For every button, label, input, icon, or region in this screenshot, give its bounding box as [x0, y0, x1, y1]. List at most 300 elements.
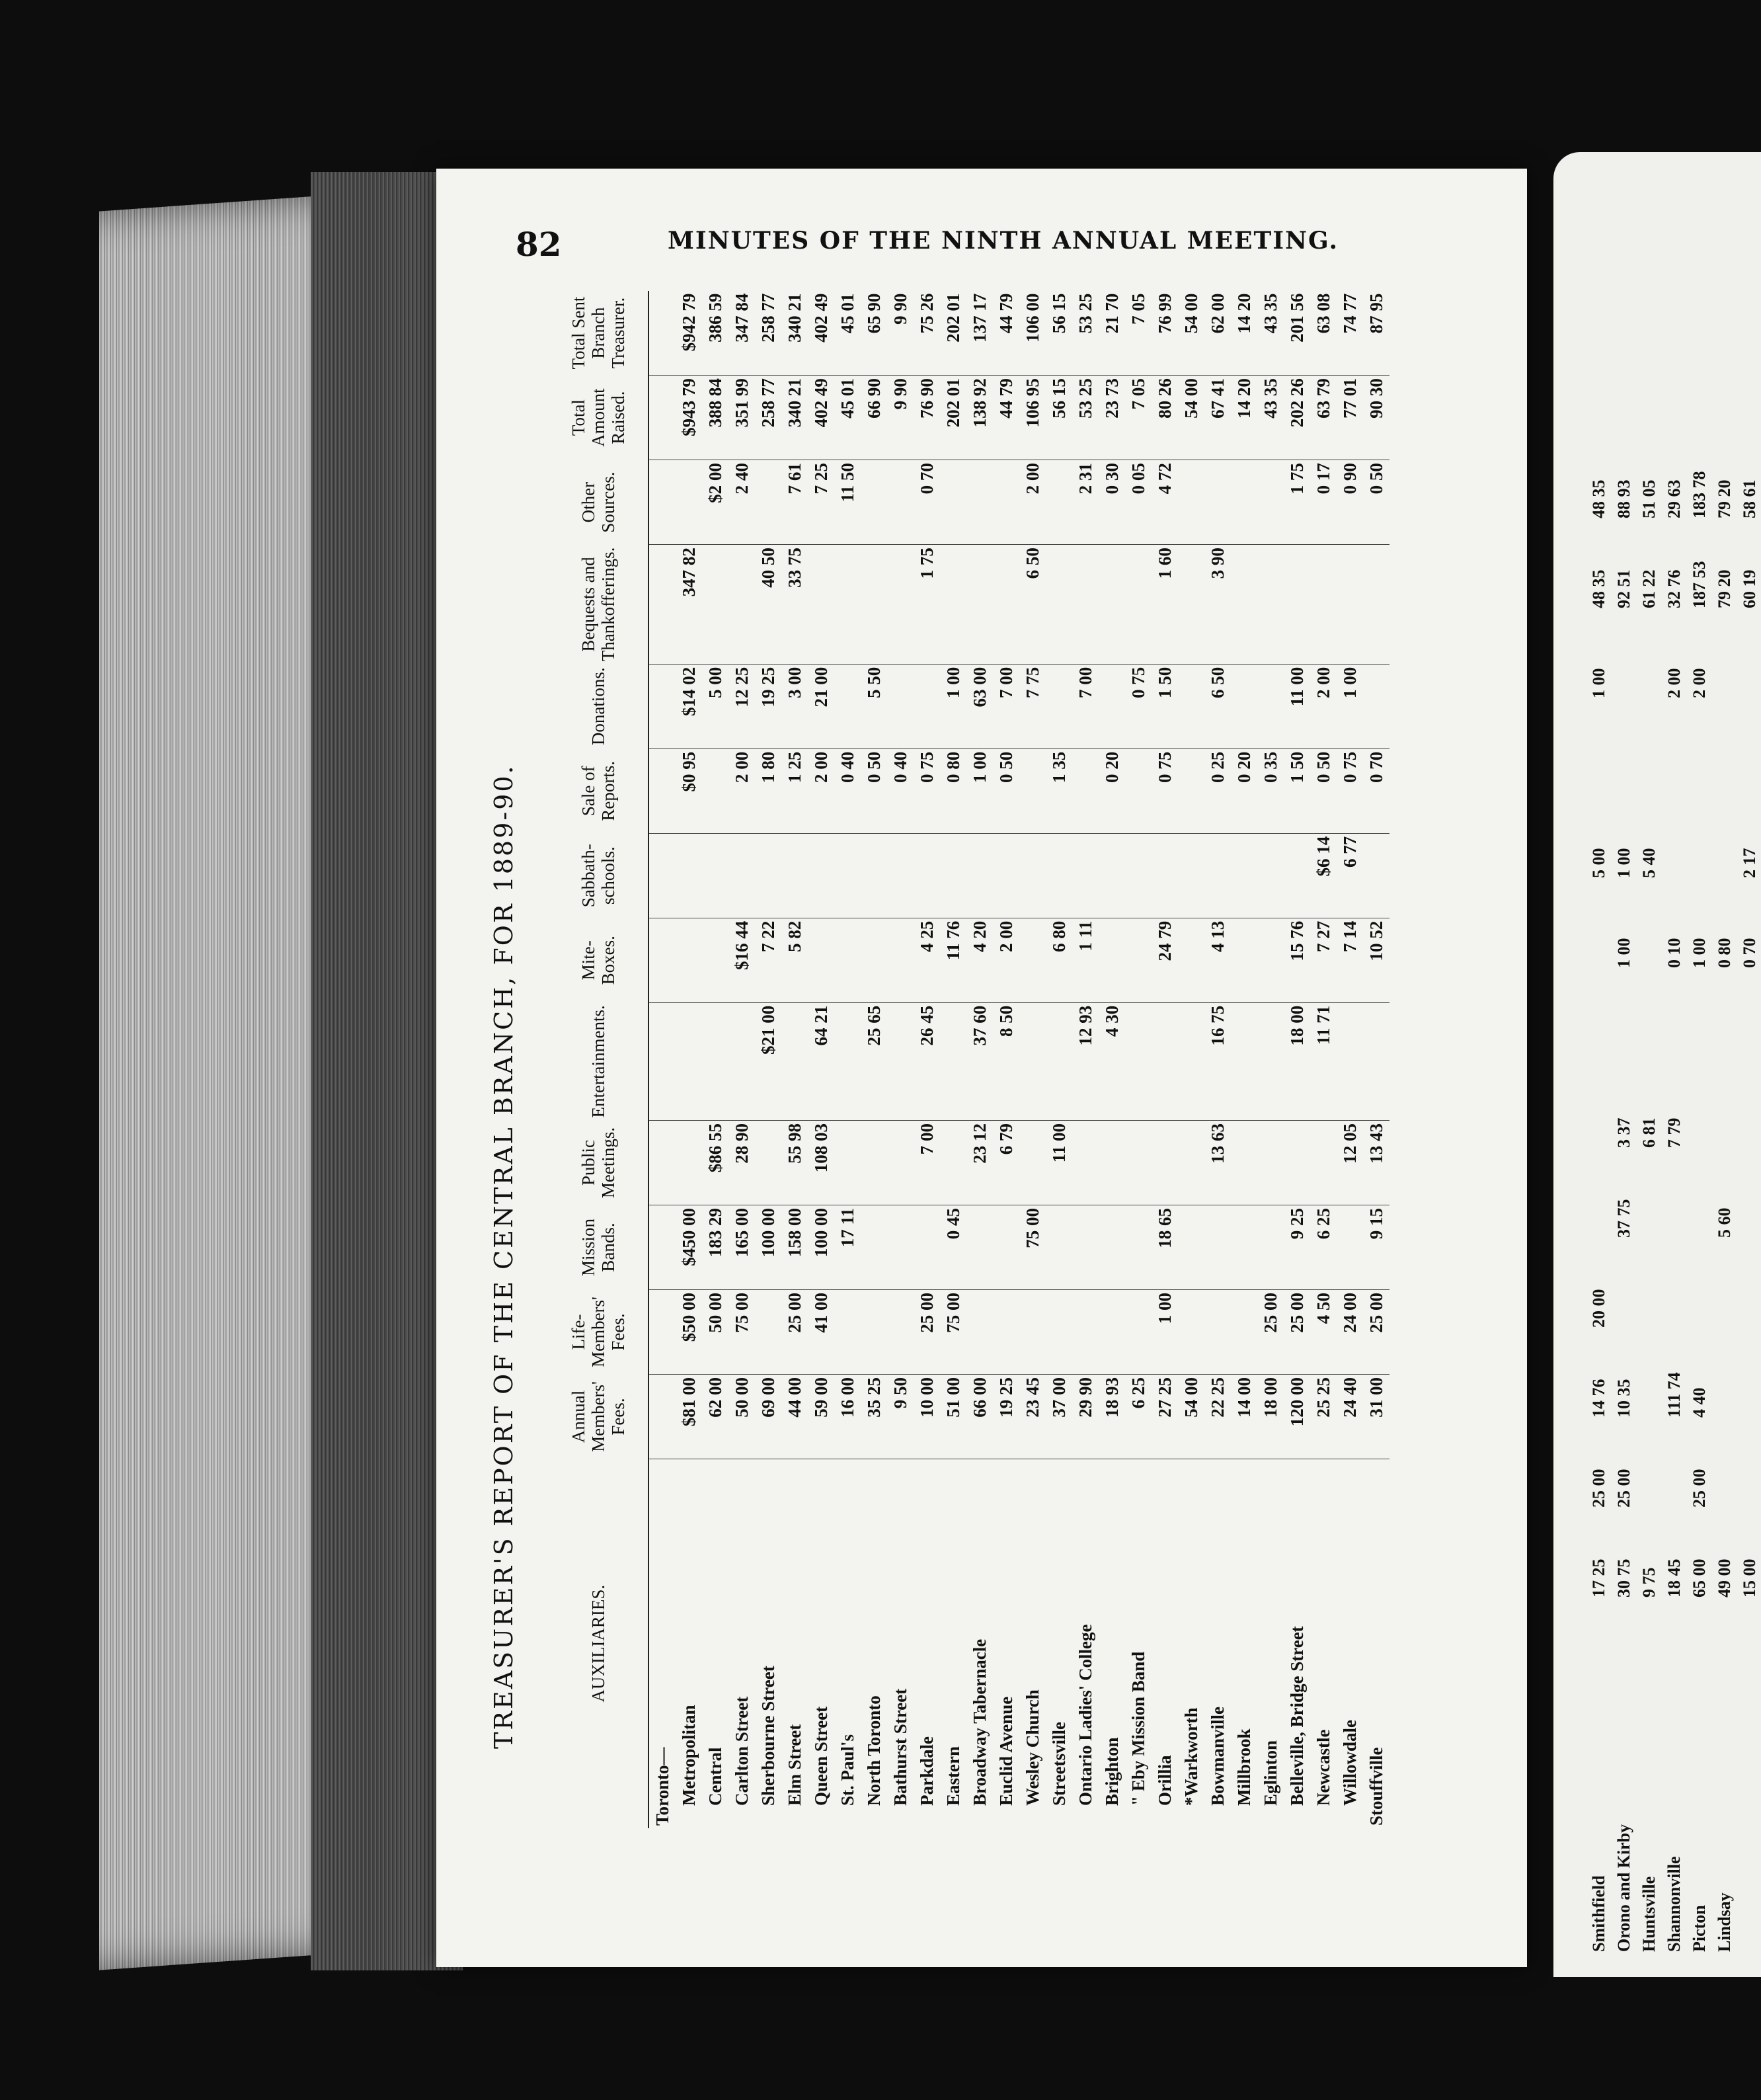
amount-cell	[940, 1002, 966, 1120]
amount-cell	[1637, 973, 1662, 1063]
amount-cell: 51 00	[940, 1375, 966, 1459]
amount-cell: 0 17	[1310, 460, 1337, 545]
amount-cell: 54 00	[1178, 291, 1204, 376]
table-row	[781, 291, 808, 1828]
amount-cell: $21 00	[755, 1002, 781, 1120]
amount-cell: 54 00	[1178, 376, 1204, 460]
amount-cell	[1204, 1205, 1231, 1290]
amount-cell	[940, 833, 966, 918]
amount-cell: 165 00	[728, 1205, 755, 1290]
auxiliary-name: Central	[705, 1747, 725, 1806]
amount-cell	[1099, 1121, 1125, 1205]
amount-cell: 53 25	[1072, 291, 1099, 376]
amount-cell	[648, 664, 676, 748]
amount-cell: 1 00	[940, 664, 966, 748]
amount-cell	[914, 664, 940, 748]
amount-cell: 0 75	[1152, 748, 1178, 833]
amount-cell	[1257, 460, 1284, 545]
amount-cell	[940, 460, 966, 545]
amount-cell	[1687, 1243, 1712, 1333]
amount-cell: 1 75	[1284, 460, 1310, 545]
amount-cell: 2 17	[1740, 848, 1759, 878]
column-header: Entertainments.	[549, 1002, 648, 1120]
table-row	[1178, 291, 1204, 1828]
table-row	[1019, 291, 1046, 1828]
amount-cell	[1687, 973, 1712, 1063]
amount-cell	[887, 1002, 914, 1120]
amount-cell: 35 25	[861, 1375, 887, 1459]
amount-cell	[1019, 1290, 1046, 1375]
amount-cell: 64 21	[808, 1002, 834, 1120]
amount-cell	[993, 1290, 1019, 1375]
amount-cell	[648, 748, 676, 833]
facing-row	[1586, 434, 1612, 1957]
amount-cell	[1046, 1205, 1072, 1290]
amount-cell: $943 79	[676, 376, 702, 460]
amount-cell: 65 90	[861, 291, 887, 376]
table-row	[808, 291, 834, 1828]
amount-cell: 2 00	[1310, 664, 1337, 748]
amount-cell: 88 93	[1614, 479, 1633, 518]
amount-cell: 4 50	[1310, 1290, 1337, 1375]
amount-cell	[1712, 1333, 1737, 1423]
auxiliary-name: Streetsville	[1049, 1722, 1069, 1806]
amount-cell: 1 00	[1614, 938, 1633, 968]
table-row	[676, 291, 702, 1828]
amount-cell: 63 08	[1310, 291, 1337, 376]
auxiliary-name: St. Paul's	[838, 1734, 857, 1806]
amount-cell	[781, 833, 808, 918]
amount-cell: 5 60	[1715, 1207, 1734, 1238]
amount-cell: 74 77	[1337, 291, 1363, 376]
amount-cell	[887, 1121, 914, 1205]
auxiliary-name: Belleville, Bridge Street	[1287, 1626, 1307, 1806]
amount-cell: $6 14	[1310, 833, 1337, 918]
amount-cell: 66 00	[966, 1375, 993, 1459]
amount-cell: 1 35	[1046, 748, 1072, 833]
amount-cell	[1046, 833, 1072, 918]
amount-cell: 9 75	[1639, 1567, 1659, 1597]
table-row	[1099, 291, 1125, 1828]
amount-cell	[993, 1205, 1019, 1290]
amount-cell	[993, 545, 1019, 665]
amount-cell: 75 26	[914, 291, 940, 376]
table-row	[1284, 291, 1310, 1828]
amount-cell: 7 25	[808, 460, 834, 545]
amount-cell: 53 25	[1072, 376, 1099, 460]
amount-cell	[1125, 748, 1152, 833]
amount-cell	[834, 918, 861, 1002]
amount-cell: 10 52	[1363, 918, 1389, 1002]
auxiliary-name: Smithfield	[1589, 1875, 1608, 1952]
table-row	[728, 291, 755, 1828]
amount-cell	[1178, 1002, 1204, 1120]
amount-cell: 40 50	[755, 545, 781, 665]
amount-cell	[887, 918, 914, 1002]
amount-cell: 21 70	[1099, 291, 1125, 376]
amount-cell	[1612, 614, 1637, 704]
table-row	[993, 291, 1019, 1828]
amount-cell: 100 00	[755, 1205, 781, 1290]
amount-cell: 56 15	[1046, 376, 1072, 460]
amount-cell: 0 35	[1257, 748, 1284, 833]
amount-cell: 15 76	[1284, 918, 1310, 1002]
amount-cell	[1712, 614, 1737, 704]
amount-cell	[887, 664, 914, 748]
amount-cell	[1637, 1333, 1662, 1423]
amount-cell: 9 15	[1363, 1205, 1389, 1290]
amount-cell	[808, 545, 834, 665]
amount-cell	[861, 918, 887, 1002]
amount-cell: 60 19	[1740, 569, 1759, 608]
amount-cell: 37 60	[966, 1002, 993, 1120]
amount-cell	[1152, 1002, 1178, 1120]
amount-cell: 340 21	[781, 291, 808, 376]
amount-cell	[861, 1121, 887, 1205]
column-header: Sale of Reports.	[549, 748, 648, 833]
amount-cell	[1637, 704, 1662, 793]
amount-cell: 90 30	[1363, 376, 1389, 460]
amount-cell	[834, 833, 861, 918]
auxiliary-name: Metropolitan	[679, 1705, 699, 1806]
amount-cell: 25 00	[1589, 1469, 1608, 1508]
amount-cell: 50 00	[728, 1375, 755, 1459]
amount-cell: 67 41	[1204, 376, 1231, 460]
amount-cell: 1 00	[1152, 1290, 1178, 1375]
amount-cell: 62 00	[1204, 291, 1231, 376]
amount-cell	[1072, 1290, 1099, 1375]
amount-cell	[1284, 833, 1310, 918]
amount-cell: 1 00	[1614, 848, 1633, 878]
amount-cell: 347 84	[728, 291, 755, 376]
amount-cell	[966, 833, 993, 918]
amount-cell	[755, 833, 781, 918]
amount-cell: 4 40	[1690, 1387, 1709, 1418]
amount-cell	[1662, 793, 1687, 883]
amount-cell	[1046, 1290, 1072, 1375]
amount-cell: 77 01	[1337, 376, 1363, 460]
amount-cell: 340 21	[781, 376, 808, 460]
amount-cell	[887, 545, 914, 665]
auxiliary-name: Wesley Church	[1023, 1689, 1042, 1806]
amount-cell: 7 61	[781, 460, 808, 545]
amount-cell: 87 95	[1363, 291, 1389, 376]
facing-row	[1687, 434, 1712, 1957]
amount-cell	[1072, 545, 1099, 665]
amount-cell: 54 00	[1178, 1375, 1204, 1459]
amount-cell: 18 93	[1099, 1375, 1125, 1459]
amount-cell: 4 30	[1099, 1002, 1125, 1120]
amount-cell	[1712, 793, 1737, 883]
amount-cell: 183 29	[702, 1205, 728, 1290]
amount-cell	[648, 545, 676, 665]
facing-row	[1637, 434, 1662, 1957]
amount-cell: 50 00	[702, 1290, 728, 1375]
amount-cell: 18 65	[1152, 1205, 1178, 1290]
auxiliary-name: Eglinton	[1261, 1740, 1280, 1806]
amount-cell: 63 79	[1310, 376, 1337, 460]
amount-cell: $942 79	[676, 291, 702, 376]
amount-cell: 9 90	[887, 291, 914, 376]
auxiliary-name: *Warkworth	[1181, 1707, 1201, 1806]
amount-cell: 5 50	[861, 664, 887, 748]
amount-cell: 347 82	[676, 545, 702, 665]
amount-cell: 1 00	[1337, 664, 1363, 748]
amount-cell	[1737, 1333, 1761, 1423]
column-header: Total Amount Raised.	[549, 376, 648, 460]
amount-cell: 26 45	[914, 1002, 940, 1120]
auxiliary-name: Willowdale	[1340, 1719, 1360, 1806]
amount-cell	[728, 545, 755, 665]
amount-cell: 14 00	[1231, 1375, 1257, 1459]
amount-cell	[834, 664, 861, 748]
amount-cell: 45 01	[834, 291, 861, 376]
amount-cell	[1363, 545, 1389, 665]
amount-cell: 15 00	[1740, 1558, 1759, 1597]
table-row	[914, 291, 940, 1828]
amount-cell: 45 01	[834, 376, 861, 460]
amount-cell	[1662, 1423, 1687, 1513]
amount-cell	[1737, 1063, 1761, 1153]
amount-cell	[648, 1121, 676, 1205]
amount-cell	[940, 545, 966, 665]
amount-cell	[1099, 1205, 1125, 1290]
amount-cell	[755, 1121, 781, 1205]
amount-cell	[834, 1121, 861, 1205]
amount-cell: 23 12	[966, 1121, 993, 1205]
amount-cell: 3 00	[781, 664, 808, 748]
amount-cell: 7 05	[1125, 376, 1152, 460]
amount-cell: 183 78	[1690, 471, 1709, 518]
amount-cell	[940, 1121, 966, 1205]
amount-cell	[1178, 1290, 1204, 1375]
amount-cell	[861, 833, 887, 918]
amount-cell	[648, 1205, 676, 1290]
amount-cell: 11 71	[1310, 1002, 1337, 1120]
amount-cell: 7 14	[1337, 918, 1363, 1002]
amount-cell: 1 00	[1589, 668, 1608, 698]
amount-cell	[1019, 1121, 1046, 1205]
amount-cell: 62 00	[702, 1375, 728, 1459]
amount-cell: 0 70	[1363, 748, 1389, 833]
amount-cell: 1 50	[1284, 748, 1310, 833]
amount-cell	[1737, 704, 1761, 793]
amount-cell: 79 20	[1715, 569, 1734, 608]
amount-cell: 1 75	[914, 545, 940, 665]
amount-cell: 43 35	[1257, 291, 1284, 376]
amount-cell: 0 80	[940, 748, 966, 833]
amount-cell	[1712, 704, 1737, 793]
amount-cell: 17 11	[834, 1205, 861, 1290]
auxiliary-name: Shannonville	[1664, 1856, 1684, 1952]
amount-cell: 4 72	[1152, 460, 1178, 545]
amount-cell: 0 75	[1337, 748, 1363, 833]
table-row	[1125, 291, 1152, 1828]
table-row	[861, 291, 887, 1828]
amount-cell: 58 61	[1740, 479, 1759, 518]
amount-cell	[676, 460, 702, 545]
amount-cell: 138 92	[966, 376, 993, 460]
amount-cell	[676, 1002, 702, 1120]
amount-cell	[1612, 704, 1637, 793]
amount-cell	[1125, 1002, 1152, 1120]
column-header: Total Sent Branch Treasurer.	[549, 291, 648, 376]
amount-cell	[648, 1002, 676, 1120]
amount-cell: 11 00	[1284, 664, 1310, 748]
amount-cell: 0 10	[1664, 938, 1684, 968]
amount-cell: 14 20	[1231, 376, 1257, 460]
amount-cell	[1586, 883, 1612, 973]
amount-cell	[1125, 1121, 1152, 1205]
amount-cell: 79 20	[1715, 479, 1734, 518]
amount-cell: 2 00	[993, 918, 1019, 1002]
amount-cell	[834, 1290, 861, 1375]
amount-cell: 9 50	[887, 1375, 914, 1459]
amount-cell: 80 26	[1152, 376, 1178, 460]
amount-cell	[1178, 460, 1204, 545]
amount-cell: 106 95	[1019, 376, 1046, 460]
amount-cell: 25 00	[1363, 1290, 1389, 1375]
table-row	[1231, 291, 1257, 1828]
column-header: Mission Bands.	[549, 1205, 648, 1290]
amount-cell: 24 79	[1152, 918, 1178, 1002]
amount-cell: 0 45	[940, 1205, 966, 1290]
amount-cell	[1637, 614, 1662, 704]
amount-cell: 7 00	[914, 1121, 940, 1205]
amount-cell: 7 00	[1072, 664, 1099, 748]
amount-cell	[1178, 1205, 1204, 1290]
amount-cell	[1687, 1153, 1712, 1243]
amount-cell: 65 00	[1690, 1558, 1709, 1597]
amount-cell: 0 90	[1337, 460, 1363, 545]
table-row	[702, 291, 728, 1828]
amount-cell	[676, 1121, 702, 1205]
amount-cell: 31 00	[1363, 1375, 1389, 1459]
amount-cell	[1257, 1205, 1284, 1290]
amount-cell	[1712, 1243, 1737, 1333]
amount-cell: 76 90	[914, 376, 940, 460]
auxiliary-name: Carlton Street	[732, 1696, 752, 1806]
auxiliary-name: Sherbourne Street	[758, 1666, 778, 1806]
amount-cell: 202 01	[940, 376, 966, 460]
amount-cell: 44 00	[781, 1375, 808, 1459]
amount-cell: 49 00	[1715, 1558, 1734, 1597]
amount-cell	[1687, 704, 1712, 793]
auxiliary-name: Elm Street	[785, 1724, 804, 1806]
amount-cell	[1019, 918, 1046, 1002]
amount-cell	[1178, 918, 1204, 1002]
amount-cell: 0 75	[1125, 664, 1152, 748]
amount-cell: 386 59	[702, 291, 728, 376]
amount-cell	[993, 833, 1019, 918]
auxiliary-name: Lindsay	[1715, 1892, 1734, 1952]
amount-cell: 23 73	[1099, 376, 1125, 460]
amount-cell	[1125, 918, 1152, 1002]
amount-cell: 0 50	[1310, 748, 1337, 833]
amount-cell	[887, 460, 914, 545]
amount-cell	[1662, 1153, 1687, 1243]
table-row	[755, 291, 781, 1828]
table-row	[1072, 291, 1099, 1828]
amount-cell: 7 27	[1310, 918, 1337, 1002]
amount-cell	[1586, 704, 1612, 793]
amount-cell	[648, 1290, 676, 1375]
amount-cell: 75 00	[940, 1290, 966, 1375]
amount-cell: $16 44	[728, 918, 755, 1002]
amount-cell	[1178, 1121, 1204, 1205]
amount-cell	[1046, 664, 1072, 748]
auxiliary-name: North Toronto	[864, 1695, 884, 1806]
amount-cell	[648, 376, 676, 460]
amount-cell: 9 25	[1284, 1205, 1310, 1290]
amount-cell	[1099, 1290, 1125, 1375]
amount-cell: 201 56	[1284, 291, 1310, 376]
amount-cell: 4 20	[966, 918, 993, 1002]
amount-cell	[676, 833, 702, 918]
amount-cell: 11 00	[1046, 1121, 1072, 1205]
amount-cell	[1737, 973, 1761, 1063]
amount-cell	[1152, 833, 1178, 918]
amount-cell	[1586, 1063, 1612, 1153]
auxiliary-name: Stouffville	[1366, 1747, 1386, 1826]
amount-cell: 6 79	[993, 1121, 1019, 1205]
amount-cell: 2 40	[728, 460, 755, 545]
column-header: Sabbath-schools.	[549, 833, 648, 918]
amount-cell: 12 25	[728, 664, 755, 748]
column-header: Other Sources.	[549, 460, 648, 545]
auxiliary-name: Orono and Kirby	[1614, 1824, 1633, 1952]
amount-cell	[1586, 1153, 1612, 1243]
amount-cell: 0 40	[887, 748, 914, 833]
amount-cell	[1231, 1205, 1257, 1290]
amount-cell: 6 81	[1639, 1117, 1659, 1148]
amount-cell	[1737, 1243, 1761, 1333]
amount-cell	[702, 918, 728, 1002]
amount-cell: 0 70	[1740, 938, 1759, 968]
amount-cell	[1737, 1423, 1761, 1513]
amount-cell: $50 00	[676, 1290, 702, 1375]
amount-cell	[887, 1290, 914, 1375]
amount-cell	[1204, 460, 1231, 545]
auxiliary-name: Queen Street	[811, 1706, 831, 1806]
column-header: Annual Members' Fees.	[549, 1375, 648, 1459]
amount-cell	[1662, 1243, 1687, 1333]
amount-cell	[1231, 1290, 1257, 1375]
amount-cell: 75 00	[1019, 1205, 1046, 1290]
amount-cell	[1712, 973, 1737, 1063]
amount-cell	[702, 1002, 728, 1120]
amount-cell	[1737, 1153, 1761, 1243]
amount-cell: 1 11	[1072, 918, 1099, 1002]
amount-cell	[914, 1205, 940, 1290]
amount-cell: 5 40	[1639, 848, 1659, 878]
amount-cell	[1337, 545, 1363, 665]
amount-cell: 5 00	[702, 664, 728, 748]
amount-cell: 106 00	[1019, 291, 1046, 376]
amount-cell: 25 65	[861, 1002, 887, 1120]
amount-cell: 351 99	[728, 376, 755, 460]
amount-cell: 388 84	[702, 376, 728, 460]
amount-cell: 3 37	[1614, 1117, 1633, 1148]
column-header: AUXILIARIES.	[549, 1459, 648, 1829]
auxiliary-name: Millbrook	[1234, 1728, 1254, 1806]
amount-cell	[1019, 833, 1046, 918]
amount-cell	[1687, 1063, 1712, 1153]
amount-cell: 22 25	[1204, 1375, 1231, 1459]
amount-cell: 108 03	[808, 1121, 834, 1205]
table-row	[940, 291, 966, 1828]
amount-cell	[1612, 1243, 1637, 1333]
